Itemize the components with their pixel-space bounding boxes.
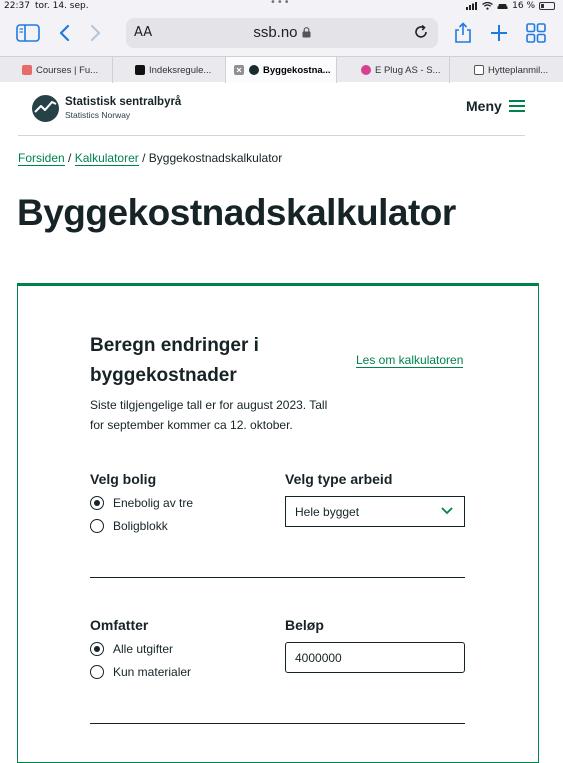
breadcrumb-calculators-link[interactable]: Kalkulatorer <box>74 151 139 165</box>
about-calculator-link[interactable]: Les om kalkulatoren <box>356 353 464 367</box>
browser-tab-courses[interactable] <box>0 57 113 83</box>
browser-tab-byggekostnad[interactable] <box>226 57 337 83</box>
browser-tab-bar <box>0 56 563 82</box>
amount-input[interactable]: 4000000 <box>285 642 465 673</box>
radio-selected-icon <box>90 496 104 510</box>
radio-label: Alle utgifter <box>113 642 174 656</box>
radio-label: Kun materialer <box>113 665 192 679</box>
radio-boligblokk[interactable] <box>90 519 168 533</box>
menu-button[interactable] <box>466 98 525 114</box>
car-icon <box>497 2 508 10</box>
browser-tab-indeksregulering[interactable] <box>113 57 226 83</box>
radio-unselected-icon <box>90 665 104 679</box>
status-bar <box>0 0 563 14</box>
radio-enebolig[interactable] <box>90 496 193 510</box>
chevron-down-icon <box>441 507 453 515</box>
new-tab-icon[interactable] <box>486 20 512 46</box>
ssb-logo-favicon-icon <box>249 65 259 75</box>
housing-label: Velg bolig <box>90 471 157 487</box>
radio-label: Enebolig av tre <box>113 496 194 510</box>
battery-icon <box>539 2 555 10</box>
url-text: ssb.no <box>253 24 298 41</box>
card-description: Siste tilgjengelige tall er for august 2023. Tall for september kommer ca 12. oktober. <box>90 398 328 432</box>
breadcrumb-home-link[interactable]: Forsiden <box>18 151 65 165</box>
radio-unselected-icon <box>90 519 104 533</box>
status-indicators <box>466 1 555 11</box>
header-divider <box>18 135 525 136</box>
share-icon[interactable] <box>450 20 476 46</box>
amount-label: Beløp <box>285 617 324 633</box>
hamburger-icon <box>509 100 525 112</box>
ssb-favicon-icon <box>135 65 145 75</box>
breadcrumb-separator: / <box>142 151 146 165</box>
browser-chrome <box>0 0 563 82</box>
wifi-icon <box>482 2 493 10</box>
tab-label: Indeksregule... <box>149 64 212 76</box>
work-type-label: Velg type arbeid <box>285 471 393 487</box>
scope-label: Omfatter <box>90 617 149 633</box>
tab-label: Byggekostna... <box>263 64 331 76</box>
reader-aa-button[interactable]: AA <box>134 25 153 40</box>
menu-label: Meny <box>466 98 502 114</box>
status-time: 22:37 <box>4 1 30 11</box>
radio-label: Boligblokk <box>113 519 168 533</box>
forward-icon[interactable] <box>83 20 109 46</box>
close-tab-icon[interactable] <box>234 65 244 75</box>
radio-selected-icon <box>90 642 104 656</box>
form-divider <box>90 723 465 724</box>
lock-icon <box>302 27 311 38</box>
tab-overview-icon[interactable] <box>523 20 549 46</box>
back-icon[interactable] <box>51 20 77 46</box>
reload-icon[interactable] <box>412 23 430 41</box>
work-type-select[interactable] <box>285 496 465 527</box>
work-type-value: Hele bygget <box>295 505 360 519</box>
breadcrumb <box>18 151 282 165</box>
tab-label: Courses | Fu... <box>36 64 99 76</box>
breadcrumb-separator: / <box>68 151 72 165</box>
brand-name: Statistisk sentralbyrå <box>65 96 182 108</box>
eplug-favicon-icon <box>361 65 371 75</box>
brand-subtitle: Statistics Norway <box>65 110 131 120</box>
radio-alle-utgifter[interactable] <box>90 642 173 656</box>
browser-tab-eplug[interactable] <box>337 57 450 83</box>
sidebar-icon[interactable] <box>15 20 41 46</box>
address-url <box>126 24 438 41</box>
hytteplan-favicon-icon <box>474 65 484 75</box>
courses-favicon-icon <box>22 65 32 75</box>
browser-tab-hytteplan[interactable] <box>450 57 563 83</box>
status-date: tor. 14. sep. <box>35 1 89 11</box>
radio-kun-materialer[interactable] <box>90 665 191 679</box>
ssb-logo-icon <box>32 95 59 122</box>
signal-icon <box>466 2 478 10</box>
multitasking-dots-icon[interactable]: ••• <box>270 0 291 8</box>
tab-label: Hytteplanmil... <box>488 64 549 76</box>
page-title: Byggekostnadskalkulator <box>17 192 456 233</box>
card-title: Beregn endringer i byggekostnader <box>90 335 259 386</box>
battery-percent: 16 % <box>512 1 535 11</box>
breadcrumb-current: Byggekostnadskalkulator <box>148 151 283 165</box>
address-bar[interactable] <box>126 18 438 48</box>
form-divider <box>90 577 465 578</box>
tab-label: E Plug AS - S... <box>375 64 441 76</box>
